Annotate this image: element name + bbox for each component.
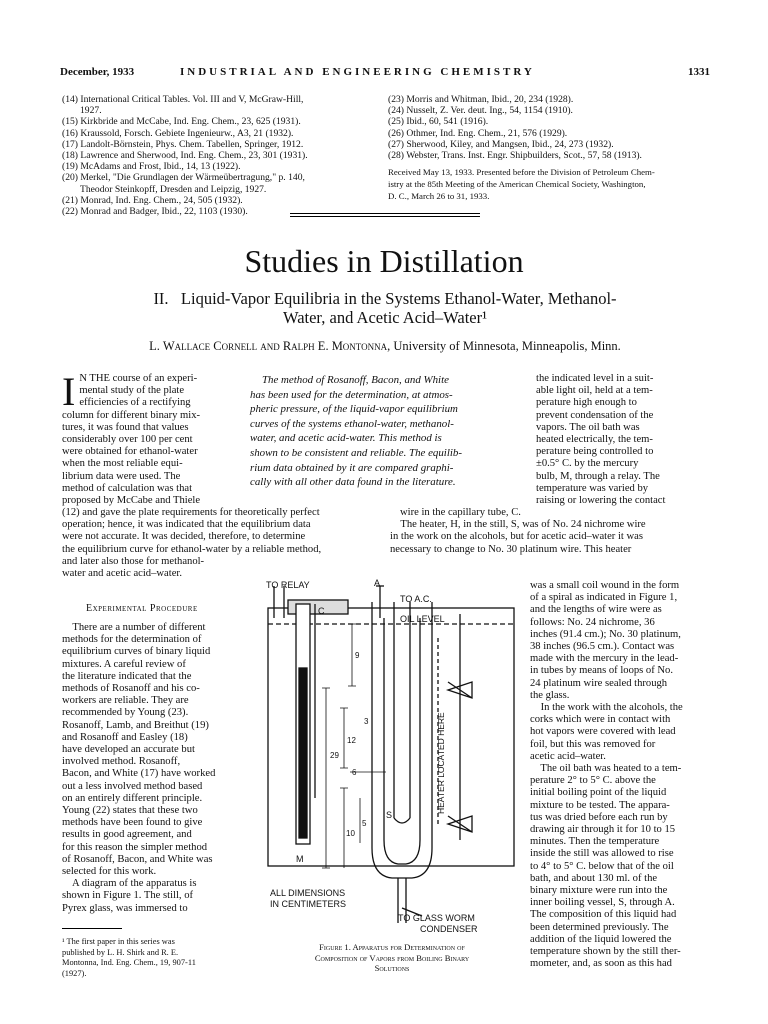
text-line: Pyrex glass, was immersed to — [62, 902, 188, 914]
text-line: were obtained for ethanol-water — [62, 446, 198, 458]
reference-line: Theodor Steinkopff, Dresden and Leipzig, 1927. — [80, 183, 267, 195]
label-s: S — [386, 810, 393, 820]
still-outer-wall — [372, 602, 432, 878]
footnote — [62, 937, 256, 979]
text-line: mometer, and, as soon as this had — [530, 958, 672, 970]
label-to-ac: TO A.C. — [400, 594, 432, 604]
article-subtitle — [60, 289, 710, 327]
text-line: In the work with the alcohols, the — [530, 702, 683, 714]
text-line: perature being controlled to — [536, 446, 654, 458]
text-line: acetic acid–water. — [530, 750, 606, 762]
text-line: out a less involved method based — [62, 780, 203, 792]
author-line — [60, 339, 710, 354]
text-line: prevent condensation of the — [536, 409, 654, 421]
dimension-note: ALL DIMENSIONS — [270, 888, 346, 898]
text-line: tus was dried before each run by — [530, 811, 668, 823]
reference-line: (20) Merkel, "Die Grundlagen der Wärmeübertragung," p. 140, — [62, 172, 305, 184]
text-line: results in good agreement, and — [62, 829, 192, 841]
reference-line: (17) Landolt-Börnstein, Phys. Chem. Tabellen, Springer, 1912. — [62, 138, 304, 150]
text-line: inner boiling vessel, S, through A. — [530, 897, 675, 909]
text-line: follows: No. 24 nichrome, 36 — [530, 616, 655, 628]
text-line: the equilibrium curve for ethanol-water by a reliable method, — [62, 543, 322, 555]
reference-line: (16) Kraussold, Forsch. Gebiete Ingenieurw., A3, 21 (1932). — [62, 127, 294, 139]
reference-line: (23) Morris and Whitman, Ibid., 20, 234 (1928). — [388, 94, 574, 105]
text-line: to 4° to 5° C. below that of the oil — [530, 860, 674, 872]
text-line: 38 inches (96.5 cm.). Contact was — [530, 641, 675, 653]
dimension-10: 10 — [346, 829, 355, 838]
text-line: equilibrium curves of binary liquid — [62, 646, 211, 658]
issue-date: December, 1933 — [60, 66, 135, 78]
dimension-12: 12 — [347, 736, 356, 745]
column-1-main — [62, 622, 256, 915]
received-line: D. C., March 26 to 31, 1933. — [388, 191, 490, 201]
label-heater: HEATER LOCATED HERE — [436, 712, 446, 814]
reference-line: (19) McAdams and Frost, Ibid., 14, 13 (1922). — [62, 161, 241, 173]
reference-line: (14) International Critical Tables. Vol. III and V, McGraw-Hill, — [62, 94, 304, 105]
received-line: Received May 13, 1933. Presented before the Division of Petroleum Chem- — [388, 167, 655, 177]
text-line: and the lengths of wire were as — [530, 604, 662, 616]
text-line: perature high enough to — [536, 397, 637, 409]
text-line: mixtures. A careful review of — [62, 658, 186, 670]
abstract — [250, 373, 522, 490]
reference-line: (25) Ibid., 60, 541 (1916). — [388, 116, 489, 128]
text-line: 24 platinum wire sealed through — [530, 677, 668, 689]
abstract-line: has been used for the determination, at atmos- — [250, 388, 453, 401]
dimension-9: 9 — [355, 651, 360, 660]
text-line: in tubes by means of loops of No. — [530, 665, 674, 677]
text-line: raising or lowering the contact — [536, 495, 666, 507]
text-line: There are a number of different — [62, 622, 206, 633]
relay-wire — [274, 586, 284, 618]
text-line: and Rosanoff and Easley (18) — [62, 731, 188, 743]
text-line: was a small coil wound in the form — [530, 580, 680, 591]
text-line: in the work on the alcohols, but for acetic acid–water it was — [390, 531, 643, 543]
text-line: N THE course of an experi- — [79, 373, 198, 384]
abstract-line: water, and acetic acid-water. This method is — [250, 432, 442, 445]
dimension-3: 3 — [364, 717, 369, 726]
label-condenser: CONDENSER — [420, 924, 478, 934]
text-line: inside the still was allowed to rise — [530, 848, 674, 860]
caption-line: Solutions — [374, 963, 410, 973]
text-line: methods have been found to give — [62, 817, 203, 829]
affiliation: , University of Minnesota, Minneapolis, Minn. — [387, 339, 621, 353]
label-c: C — [318, 606, 325, 616]
spanning-paragraph — [62, 507, 382, 556]
text-line: addition of the liquid lowered the — [530, 933, 672, 945]
text-line: inches (91.4 cm.); No. 30 platinum, — [530, 628, 681, 640]
text-line: vapors. The oil bath was — [536, 421, 640, 433]
text-line: water and acetic acid–water. — [62, 568, 182, 580]
dimension-5: 5 — [362, 819, 367, 828]
text-line: were not accurate. It was decided, therefore, to determine — [62, 531, 306, 543]
received-note — [388, 166, 718, 202]
text-line: of a spiral as indicated in Figure 1, — [530, 592, 678, 604]
page-number: 1331 — [688, 66, 710, 78]
dimension-6: 6 — [352, 768, 357, 777]
text-line: mental study of the plate — [79, 385, 185, 397]
text-line: the indicated level in a suit- — [536, 373, 654, 384]
intro-paragraph — [62, 369, 256, 507]
reference-line: (15) Kirkbride and McCabe, Ind. Eng. Chem., 23, 625 (1931). — [62, 116, 301, 128]
text-line: perature 2° to 5° C. above the — [530, 775, 656, 787]
text-line: mixture to be tested. The appara- — [530, 799, 670, 811]
apparatus-diagram — [260, 578, 522, 938]
text-line: column for different binary mix- — [62, 409, 201, 421]
text-line: the literature indicated that the — [62, 670, 192, 682]
article-title: Studies in Distillation — [244, 243, 524, 279]
caption-line: Figure 1. Apparatus for Determination of — [319, 942, 465, 952]
reference-line: (27) Sherwood, Kiley, and Mangsen, Ibid., 24, 273 (1932). — [388, 138, 614, 150]
text-line: initial boiling point of the liquid — [530, 787, 667, 799]
text-line: minutes. Then the temperature — [530, 836, 660, 848]
title-rule — [290, 216, 480, 217]
text-line: methods of Rosanoff and his co- — [62, 683, 200, 695]
heater-lead — [394, 602, 410, 818]
abstract-line: rium data obtained by it are compared graphi- — [250, 461, 454, 474]
text-line: temperature was varied by — [536, 482, 649, 494]
text-line: necessary to change to No. 30 platinum wire. This heater — [390, 543, 632, 555]
text-line: foil, but this was removed for — [530, 738, 656, 750]
label-oil-level: OIL LEVEL — [400, 614, 445, 624]
text-line: operation; hence, it was indicated that the equilibrium data — [62, 519, 311, 531]
text-line: the glass. — [530, 689, 570, 701]
text-line: proposed by McCabe and Thiele — [62, 495, 201, 507]
reference-line: (22) Monrad and Badger, Ibid., 22, 1103 (1930). — [62, 206, 248, 218]
reference-line: 1927. — [80, 105, 102, 117]
text-line: ±0.5° C. by the mercury — [536, 458, 639, 470]
abstract-line: curves of the systems ethanol-water, methanol- — [250, 417, 454, 430]
text-line: The heater, H, in the still, S, was of No. 24 nichrome wire — [390, 519, 646, 531]
text-line: for this reason the simpler method — [62, 841, 208, 853]
abstract-line: The method of Rosanoff, Bacon, and White — [262, 374, 449, 386]
text-line: considerably over 100 per cent — [62, 434, 193, 446]
text-line: have developed an accurate but — [62, 744, 195, 756]
text-line: been determined previously. The — [530, 921, 669, 933]
text-line: and later also those for methanol- — [62, 556, 205, 567]
author-name: L. Wallace Cornell — [149, 339, 258, 353]
subtitle-line: II. Liquid-Vapor Equilibria in the Systems Ethanol-Water, Methanol- — [153, 289, 617, 308]
text-line: able light oil, held at a tem- — [536, 385, 653, 397]
text-line: tures, it was found that values — [62, 421, 189, 433]
text-line: librium data were used. The — [62, 470, 181, 482]
received-line: istry at the 85th Meeting of the American Chemical Society, Washington, — [388, 179, 646, 189]
still-inner-vessel — [384, 618, 420, 864]
text-line: The oil bath was heated to a tem- — [530, 763, 682, 775]
text-line: Rosanoff, Lamb, and Breithut (19) — [62, 719, 209, 731]
text-line: Young (22) states that these two — [62, 805, 198, 817]
text-line: involved method. Rosanoff, — [62, 756, 181, 768]
footnote-line: ¹ The first paper in this series was — [62, 937, 175, 946]
label-a: A — [374, 578, 381, 588]
text-line: drawing air through it for 10 to 15 — [530, 824, 676, 836]
text-line: corks which were in contact with — [530, 714, 671, 726]
text-line: Bacon, and White (17) have worked — [62, 768, 216, 780]
reference-line: (21) Monrad, Ind. Eng. Chem., 24, 505 (1932). — [62, 194, 243, 206]
text-line: method of calculation was that — [62, 482, 193, 494]
text-line: temperature shown by the still ther- — [530, 946, 681, 958]
reference-line: (26) Othmer, Ind. Eng. Chem., 21, 576 (1929). — [388, 127, 568, 139]
column-3-top — [536, 373, 708, 507]
dimension-line — [340, 788, 348, 868]
subtitle-line: Water, and Acetic Acid–Water¹ — [282, 308, 488, 327]
dimension-note: IN CENTIMETERS — [270, 899, 347, 909]
footnote-line: (1927). — [62, 968, 87, 978]
author-name: Ralph E. Montonna — [282, 339, 388, 353]
text-line: hot vapors were covered with lead — [530, 726, 676, 738]
text-line: A diagram of the apparatus is — [62, 878, 197, 890]
text-line: shown in Figure 1. The still, of — [62, 890, 194, 902]
text-line: bath, and about 130 ml. of the — [530, 872, 658, 884]
author-conjunction: and — [257, 339, 283, 353]
text-line: heated electrically, the tem- — [536, 434, 653, 446]
text-line: methods for the determination of — [62, 634, 202, 646]
title-rule — [290, 213, 480, 214]
caption-line: Composition of Vapors from Boiling Binary — [314, 952, 470, 963]
text-line: The composition of this liquid had — [530, 909, 677, 921]
journal-name: INDUSTRIAL AND ENGINEERING CHEMISTRY — [180, 66, 535, 78]
reference-line: (28) Webster, Trans. Inst. Engr. Shipbuilders, Scot., 57, 58 (1913). — [388, 150, 642, 162]
references-right — [388, 94, 718, 161]
figure-caption — [262, 942, 522, 974]
text-line: selected for this work. — [62, 866, 157, 878]
footnote-line: published by L. H. Shirk and R. E. — [62, 947, 179, 957]
column-3-span — [390, 507, 708, 556]
footnote-rule — [62, 928, 122, 929]
heater-coil — [394, 818, 410, 823]
label-m: M — [296, 854, 304, 864]
reference-line: (24) Nusselt, Z. Ver. deut. Ing., 54, 1154 (1910). — [388, 105, 573, 117]
dimension-29: 29 — [330, 751, 339, 760]
text-line: bulb, M, through a relay. The — [536, 470, 660, 482]
mercury-bulb — [299, 668, 307, 838]
abstract-line: pheric pressure, of the liquid-vapor equilibrium — [250, 403, 458, 416]
text-line: efficiencies of a rectifying — [79, 397, 191, 409]
label-condenser: TO GLASS WORM — [398, 913, 475, 923]
text-line: of Rosanoff, Bacon, and White was — [62, 853, 213, 865]
reference-line: (18) Lawrence and Sherwood, Ind. Eng. Chem., 23, 301 (1931). — [62, 150, 308, 162]
column-3-main — [530, 580, 708, 971]
text-line: when the most reliable equi- — [62, 458, 183, 470]
abstract-line: shown to be consistent and reliable. The equilib- — [250, 446, 462, 459]
references-left — [62, 94, 382, 217]
footnote-line: Montonna, Ind. Eng. Chem., 19, 907-11 — [62, 958, 196, 967]
abstract-line: cally with all other data found in the literature. — [250, 476, 456, 489]
text-line: on an entirely different principle. — [62, 792, 203, 804]
dimension-line — [322, 688, 330, 868]
text-line: binary mixture were run into the — [530, 885, 668, 897]
column-1-continuation — [62, 556, 256, 580]
drop-cap: I — [62, 369, 76, 414]
label-to-relay: TO RELAY — [266, 580, 310, 590]
section-heading: Experimental Procedure — [86, 603, 198, 614]
text-line: (12) and gave the plate requirements for theoretically perfect — [62, 507, 320, 518]
text-line: workers are reliable. They are — [62, 695, 189, 707]
text-line: made with the mercury in the lead- — [530, 653, 679, 665]
text-line: recommended by Young (23). — [62, 707, 189, 719]
text-line: wire in the capillary tube, C. — [400, 507, 521, 518]
